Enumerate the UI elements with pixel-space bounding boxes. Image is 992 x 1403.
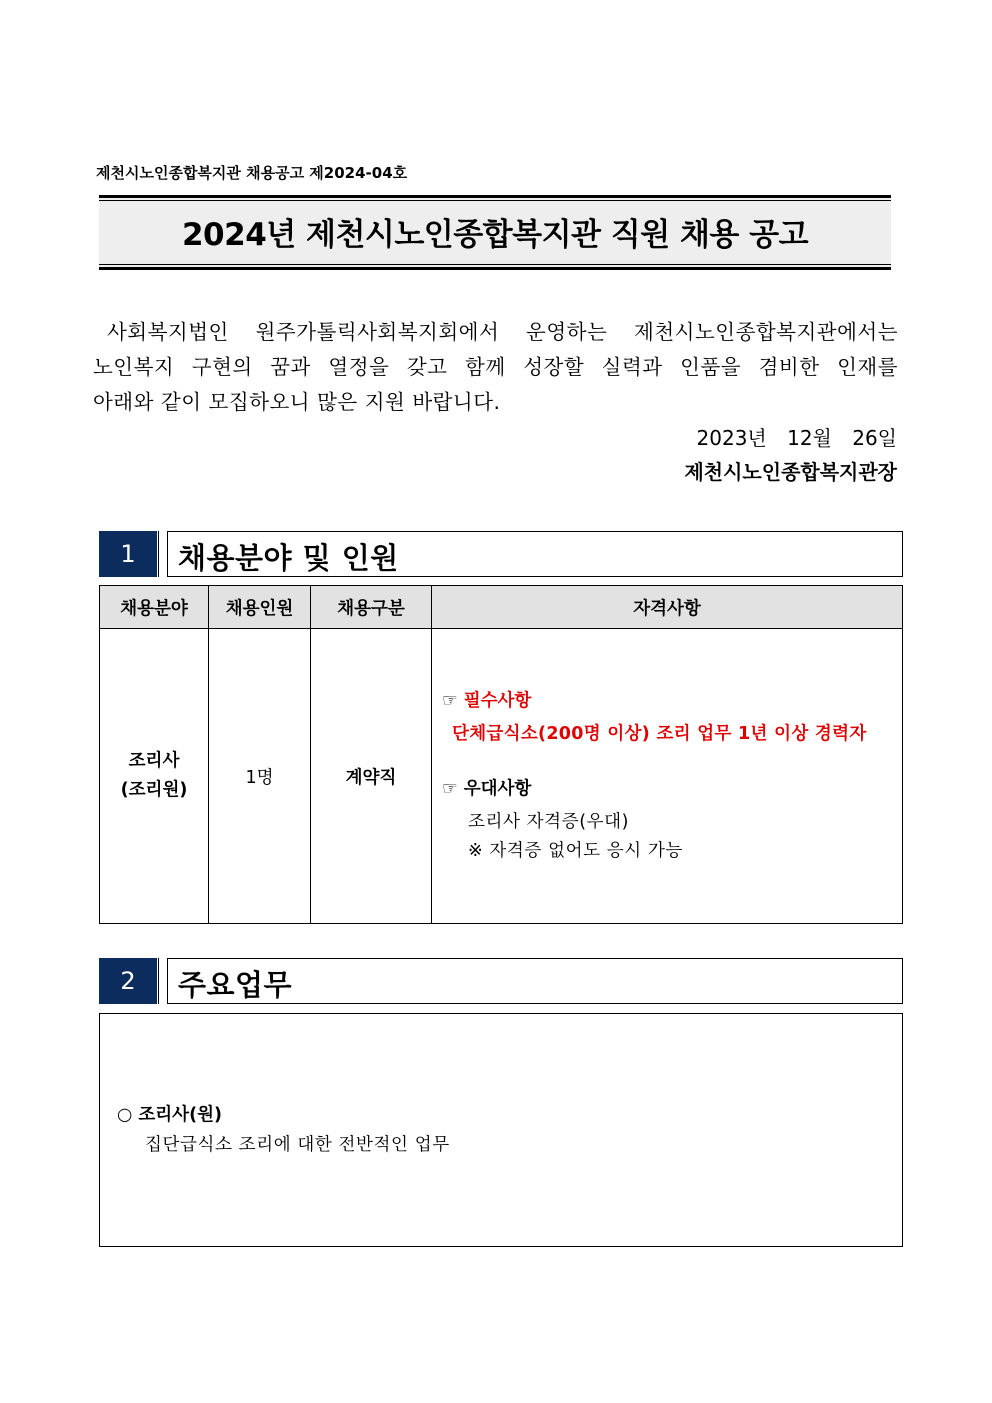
intro-line-3: 아래와 같이 모집하오니 많은 지원 바랍니다. xyxy=(93,390,501,414)
announcement-date: 2023년 12월 26일 xyxy=(696,426,897,450)
section-1-number: 1 xyxy=(99,531,157,577)
field-name: 조리사 xyxy=(128,751,180,771)
header-qualification: 자격사항 xyxy=(432,586,903,629)
table-row xyxy=(100,629,903,924)
section-2-number: 2 xyxy=(99,958,157,1004)
preferred-body xyxy=(442,808,901,866)
section-1-header xyxy=(99,531,903,577)
section-2-title-box xyxy=(167,958,903,1004)
preferred-line-1: 조리사 자격증(우대) xyxy=(468,811,630,832)
section-2-title: 주요업무 xyxy=(178,968,293,1002)
title-rule-bottom-thin xyxy=(99,264,891,265)
header-type: 채용구분 xyxy=(311,586,432,629)
recruitment-table xyxy=(99,585,903,924)
cell-field xyxy=(100,629,209,924)
section-1-title: 채용분야 및 인원 xyxy=(178,541,399,575)
table-header-row xyxy=(100,586,903,629)
duty-box xyxy=(99,1013,903,1247)
page-title: 2024년 제천시노인종합복지관 직원 채용 공고 xyxy=(181,217,809,253)
required-heading-label: 필수사항 xyxy=(463,690,532,711)
preferred-heading-label: 우대사항 xyxy=(463,778,532,799)
pointing-hand-icon: ☞ xyxy=(442,690,458,711)
title-rule-top xyxy=(99,195,891,198)
header-count: 채용인원 xyxy=(209,586,311,629)
cell-qualification xyxy=(432,629,903,924)
preferred-heading xyxy=(442,775,901,800)
required-body: 단체급식소(200명 이상) 조리 업무 1년 이상 경력자 xyxy=(452,723,867,744)
section-2-header xyxy=(99,958,903,1004)
document-number: 제천시노인종합복지관 채용공고 제2024-04호 xyxy=(96,164,408,182)
header-field: 채용분야 xyxy=(100,586,209,629)
cell-count: 1명 xyxy=(209,629,311,924)
section-1-title-box xyxy=(167,531,903,577)
title-banner xyxy=(99,195,891,270)
preferred-line-2: ※ 자격증 없어도 응시 가능 xyxy=(468,840,683,861)
intro-line-2: 노인복지 구현의 꿈과 열정을 갖고 함께 성장할 실력과 인품을 겸비한 인재를 xyxy=(93,355,898,379)
pointing-hand-icon: ☞ xyxy=(442,778,458,799)
duty-heading: ○ 조리사(원) xyxy=(117,1105,222,1125)
field-subname: (조리원) xyxy=(120,780,188,800)
signer: 제천시노인종합복지관장 xyxy=(684,460,897,484)
required-heading xyxy=(442,687,901,712)
cell-type: 계약직 xyxy=(311,629,432,924)
intro-paragraph xyxy=(93,315,898,420)
title-rule-bottom xyxy=(99,267,891,270)
title-rule-top-thin xyxy=(99,200,891,201)
duty-description: 집단급식소 조리에 대한 전반적인 업무 xyxy=(145,1135,450,1155)
intro-line-1: 사회복지법인 원주가톨릭사회복지회에서 운영하는 제천시노인종합복지관에서는 xyxy=(107,320,898,344)
